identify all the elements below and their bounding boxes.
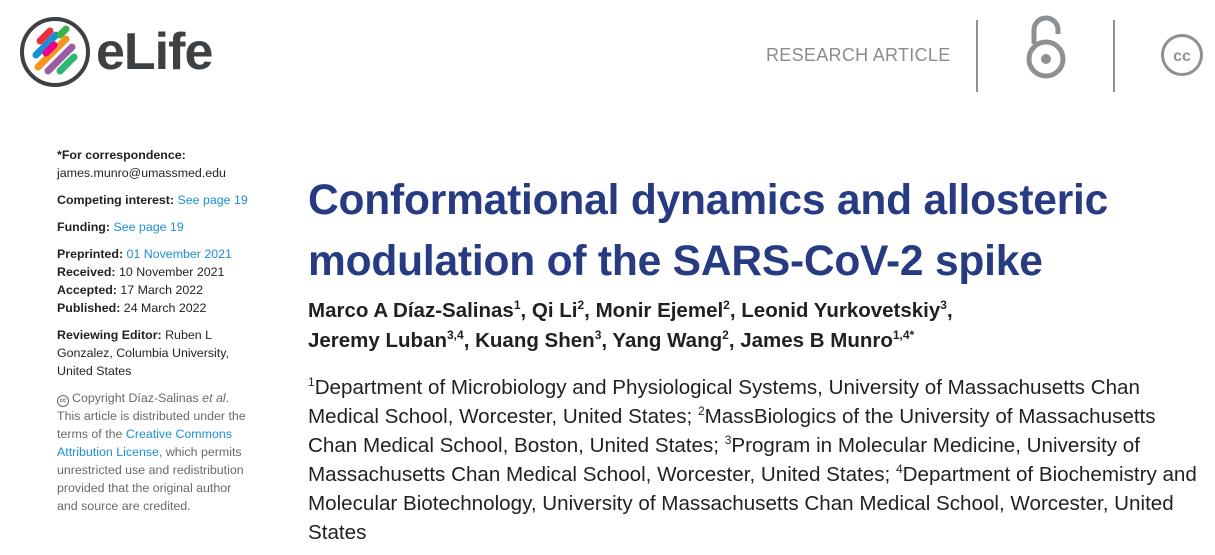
author-affiliation-ref: 2 — [723, 298, 730, 313]
competing-interest-block — [57, 191, 252, 209]
article-sidebar — [57, 146, 252, 524]
author-affiliation-ref: 3 — [940, 298, 947, 313]
accepted-date: 17 March 2022 — [120, 283, 204, 297]
reviewing-editor-name: Ruben L Gonzalez, Columbia University, United States — [57, 328, 229, 378]
affiliation-text: Department of Microbiology and Physiological Systems, University of Massachusetts Chan Medical School, Worcester, United States; — [308, 376, 1140, 428]
affiliation-number: 1 — [308, 375, 315, 390]
correspondence-email[interactable]: james.munro@umassmed.edu — [57, 166, 226, 180]
correspondence-label: *For correspondence: — [57, 148, 186, 162]
funding-label: Funding: — [57, 220, 110, 234]
affiliation-list — [308, 373, 1198, 547]
header-divider — [1113, 20, 1115, 92]
author-affiliation-ref: 2 — [722, 328, 729, 343]
affiliation-number: 4 — [895, 462, 903, 477]
affiliation-text: MassBiologics of the University of Massachusetts Chan Medical School, Boston, United States; — [308, 405, 1156, 457]
preprinted-label: Preprinted: — [57, 247, 124, 261]
author-name[interactable]: Yang Wang — [612, 329, 723, 352]
creative-commons-icon[interactable] — [1160, 33, 1204, 77]
published-label: Published: — [57, 301, 121, 315]
license-link[interactable]: Creative Commons Attribution License — [57, 427, 232, 459]
reviewing-editor-block — [57, 326, 252, 380]
author-name[interactable]: Leonid Yurkovetskiy — [741, 299, 941, 322]
affiliation-number: 2 — [697, 404, 705, 419]
copyright-block — [57, 389, 252, 515]
author-name[interactable]: Marco A Díaz-Salinas — [308, 299, 514, 322]
copyright-text-2: . This article is distributed under the terms of the — [57, 391, 246, 441]
affiliation-text: Program in Molecular Medicine, University of Massachusetts Chan Medical School, Worcester, United States; — [308, 434, 1140, 486]
competing-interest-label: Competing interest: — [57, 193, 175, 207]
open-access-icon[interactable] — [1022, 14, 1070, 80]
author-name[interactable]: Monir Ejemel — [595, 299, 724, 322]
published-date: 24 March 2022 — [123, 301, 207, 315]
reviewing-editor-label: Reviewing Editor: — [57, 328, 162, 342]
author-name[interactable]: James B Munro — [740, 329, 893, 352]
svg-text:cc: cc — [1173, 48, 1191, 65]
funding-block — [57, 218, 252, 236]
author-affiliation-ref: 3 — [594, 328, 602, 343]
logo-text: eLife — [96, 23, 213, 81]
elife-logo[interactable] — [20, 17, 212, 87]
author-affiliation-ref: 3,4 — [447, 328, 464, 343]
competing-interest-link[interactable]: See page 19 — [177, 193, 248, 207]
copyright-etal: et al — [202, 391, 226, 405]
received-date: 10 November 2021 — [119, 265, 225, 279]
received-label: Received: — [57, 265, 116, 279]
article-type-label: RESEARCH ARTICLE — [766, 45, 951, 65]
preprinted-date-link[interactable]: 01 November 2021 — [126, 247, 232, 261]
author-name[interactable]: Qi Li — [531, 299, 578, 322]
affiliation-text: Department of Biochemistry and Molecular Biotechnology, University of Massachusetts Chan Medical School, Worcester, United States — [308, 463, 1197, 544]
author-name[interactable]: Jeremy Luban — [308, 329, 447, 352]
copyright-text-3: , which permits unrestricted use and redistribution provided that the original author and source are credited. — [57, 445, 244, 513]
copyright-text: Copyright Díaz-Salinas — [72, 391, 199, 405]
author-affiliation-ref: 2 — [577, 298, 585, 313]
funding-link[interactable]: See page 19 — [113, 220, 184, 234]
affiliation-number: 3 — [724, 433, 732, 448]
correspondence-block — [57, 146, 252, 182]
article-title: Conformational dynamics and allosteric modulation of the SARS-CoV-2 spike — [308, 177, 1109, 285]
author-affiliation-ref: 1,4* — [892, 328, 915, 343]
author-affiliation-ref: 1 — [513, 298, 521, 313]
header-divider — [976, 20, 978, 92]
copyright-cc-icon: cc — [57, 395, 69, 407]
dates-block — [57, 245, 252, 317]
author-name[interactable]: Kuang Shen — [475, 329, 595, 352]
elife-logo-icon — [20, 17, 90, 87]
author-list: Marco A Díaz-Salinas$^1$, Qi Li$^2$, Monir Ejemel$^2$, Leonid Yurkovetskiy$^3$, Jeremy Luban$^{3,4}$, Kuang Shen$^3$, Yang Wang$^2$, James B Munro$^{1,4*}$ — [308, 298, 953, 352]
accepted-label: Accepted: — [57, 283, 117, 297]
